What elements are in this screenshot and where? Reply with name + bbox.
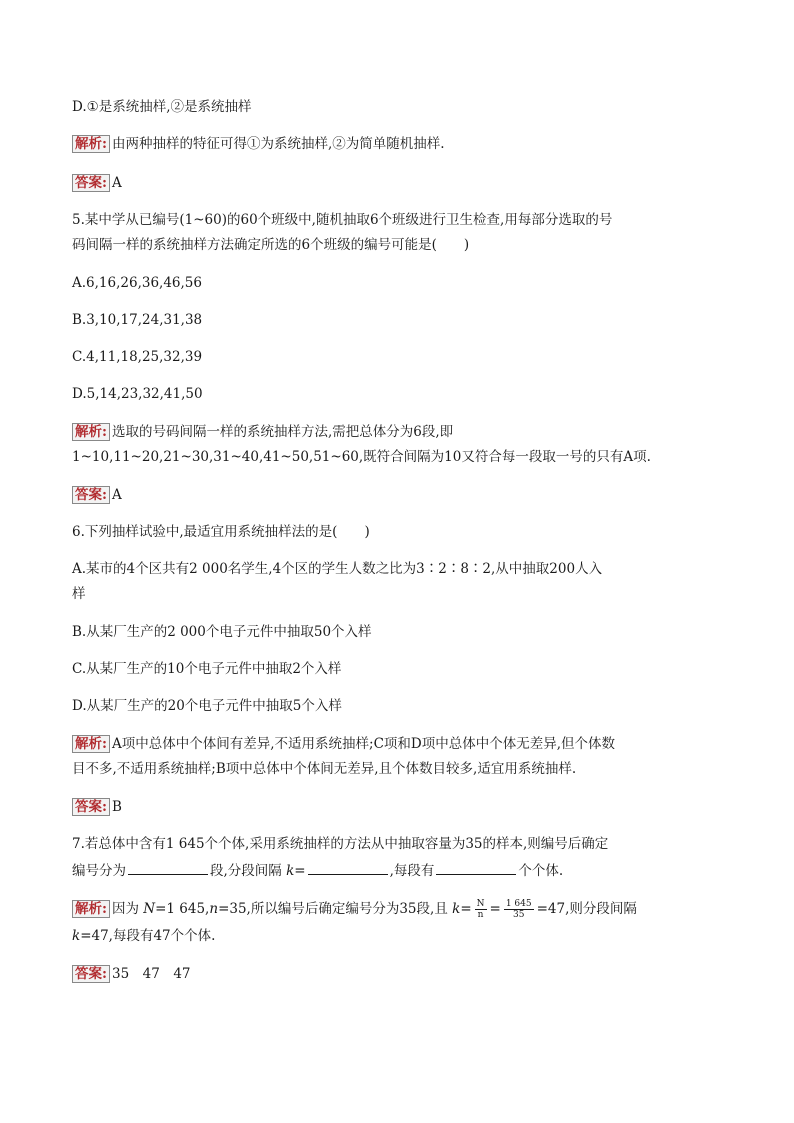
q4-analysis-text: 由两种抽样的特征可得①为系统抽样,②为简单随机抽样. bbox=[111, 136, 445, 152]
q6-analysis-line1 bbox=[72, 735, 615, 753]
q6-analysis-text1: A项中总体中个体间有差异,不适用系统抽样;C项和D项中总体中个体无差异,但个体数 bbox=[111, 736, 616, 752]
q4-answer-text: A bbox=[111, 175, 122, 191]
q7-stem-line1: 7.若总体中含有1 645个个体,采用系统抽样的方法从中抽取容量为35的样本,则编号后确定 bbox=[72, 836, 609, 852]
q5-option-d: D.5,14,23,32,41,50 bbox=[72, 386, 203, 402]
q5-stem-line2: 码间隔一样的系统抽样方法确定所选的6个班级的编号可能是( ) bbox=[72, 237, 470, 253]
fraction-N-over-n bbox=[475, 899, 487, 920]
answer-tag: 答案: bbox=[72, 486, 110, 504]
analysis-tag: 解析: bbox=[72, 735, 110, 753]
q7-stem-line2 bbox=[72, 860, 563, 880]
q6-option-a-line2: 样 bbox=[72, 586, 86, 602]
blank-count bbox=[436, 860, 516, 875]
blank-segments bbox=[128, 860, 208, 875]
q5-analysis-text1: 选取的号码间隔一样的系统抽样方法,需把总体分为6段,即 bbox=[111, 424, 454, 440]
q7-stem-text-a: 编号分为 bbox=[72, 863, 126, 879]
q4-analysis bbox=[72, 135, 445, 153]
q7-analysis-text-a: 因为 bbox=[111, 901, 139, 917]
var-N: N bbox=[143, 901, 156, 917]
analysis-tag: 解析: bbox=[72, 135, 110, 153]
equals-sign: = bbox=[294, 863, 306, 879]
q7-analysis-line1 bbox=[72, 898, 637, 920]
q7-analysis-text2: =47,每段有47个个体. bbox=[80, 928, 216, 944]
q6-option-d: D.从某厂生产的20个电子元件中抽取5个入样 bbox=[72, 698, 342, 714]
var-k: k bbox=[72, 928, 81, 944]
q5-option-a: A.6,16,26,36,46,56 bbox=[72, 275, 202, 291]
var-k: k bbox=[452, 901, 461, 917]
q7-analysis-text-d: =47,则分段间隔 bbox=[536, 901, 637, 917]
fraction-denominator: 35 bbox=[512, 910, 525, 920]
var-k: k bbox=[286, 863, 295, 879]
q5-analysis-line2: 1~10,11~20,21~30,31~40,41~50,51~60,既符合间隔为10又符合每一段取一号的只有A项. bbox=[72, 449, 651, 465]
answer-tag: 答案: bbox=[72, 965, 110, 983]
q6-answer bbox=[72, 798, 122, 816]
var-n: n bbox=[209, 901, 219, 917]
q7-stem-text-b: 段,分段间隔 bbox=[210, 863, 282, 879]
q6-option-b: B.从某厂生产的2 000个电子元件中抽取50个入样 bbox=[72, 624, 372, 640]
q4-answer bbox=[72, 174, 122, 192]
q5-option-b: B.3,10,17,24,31,38 bbox=[72, 312, 203, 328]
q5-stem-line1: 5.某中学从已编号(1~60)的60个班级中,随机抽取6个班级进行卫生检查,用每部分选取的号 bbox=[72, 212, 613, 228]
q7-stem-text-c: ,每段有 bbox=[389, 863, 435, 879]
answer-tag: 答案: bbox=[72, 174, 110, 192]
answer-tag: 答案: bbox=[72, 798, 110, 816]
equals-sign: = bbox=[460, 901, 472, 917]
analysis-tag: 解析: bbox=[72, 900, 110, 918]
q7-analysis-line2 bbox=[72, 927, 215, 945]
analysis-tag: 解析: bbox=[72, 423, 110, 441]
equals-sign: = bbox=[489, 901, 501, 917]
blank-interval bbox=[308, 860, 388, 875]
fraction-numerator: 1 645 bbox=[505, 899, 532, 909]
q5-answer-text: A bbox=[111, 487, 122, 503]
fraction-denominator: n bbox=[477, 910, 484, 920]
fraction-numerator: N bbox=[476, 899, 485, 909]
q7-answer-text: 35 47 47 bbox=[111, 966, 191, 982]
q6-option-c: C.从某厂生产的10个电子元件中抽取2个入样 bbox=[72, 661, 342, 677]
q6-stem: 6.下列抽样试验中,最适宜用系统抽样法的是( ) bbox=[72, 524, 370, 540]
q7-stem-text-d: 个个体. bbox=[518, 863, 564, 879]
q5-analysis-line1 bbox=[72, 423, 453, 441]
q4-option-d: D.①是系统抽样,②是系统抽样 bbox=[72, 99, 252, 115]
q6-analysis-line2: 目不多,不适用系统抽样;B项中总体中个体间无差异,且个体数目较多,适宜用系统抽样. bbox=[72, 761, 577, 777]
q7-analysis-text-c: =35,所以编号后确定编号分为35段,且 bbox=[218, 901, 448, 917]
q7-analysis-text-b: =1 645, bbox=[155, 901, 210, 917]
q6-answer-text: B bbox=[111, 799, 122, 815]
q7-answer bbox=[72, 965, 191, 983]
q6-option-a-line1: A.某市的4个区共有2 000名学生,4个区的学生人数之比为3∶2∶8∶2,从中抽取200人入 bbox=[72, 561, 603, 577]
fraction-1645-over-35 bbox=[504, 899, 534, 920]
q5-answer bbox=[72, 486, 122, 504]
q5-option-c: C.4,11,18,25,32,39 bbox=[72, 349, 203, 365]
